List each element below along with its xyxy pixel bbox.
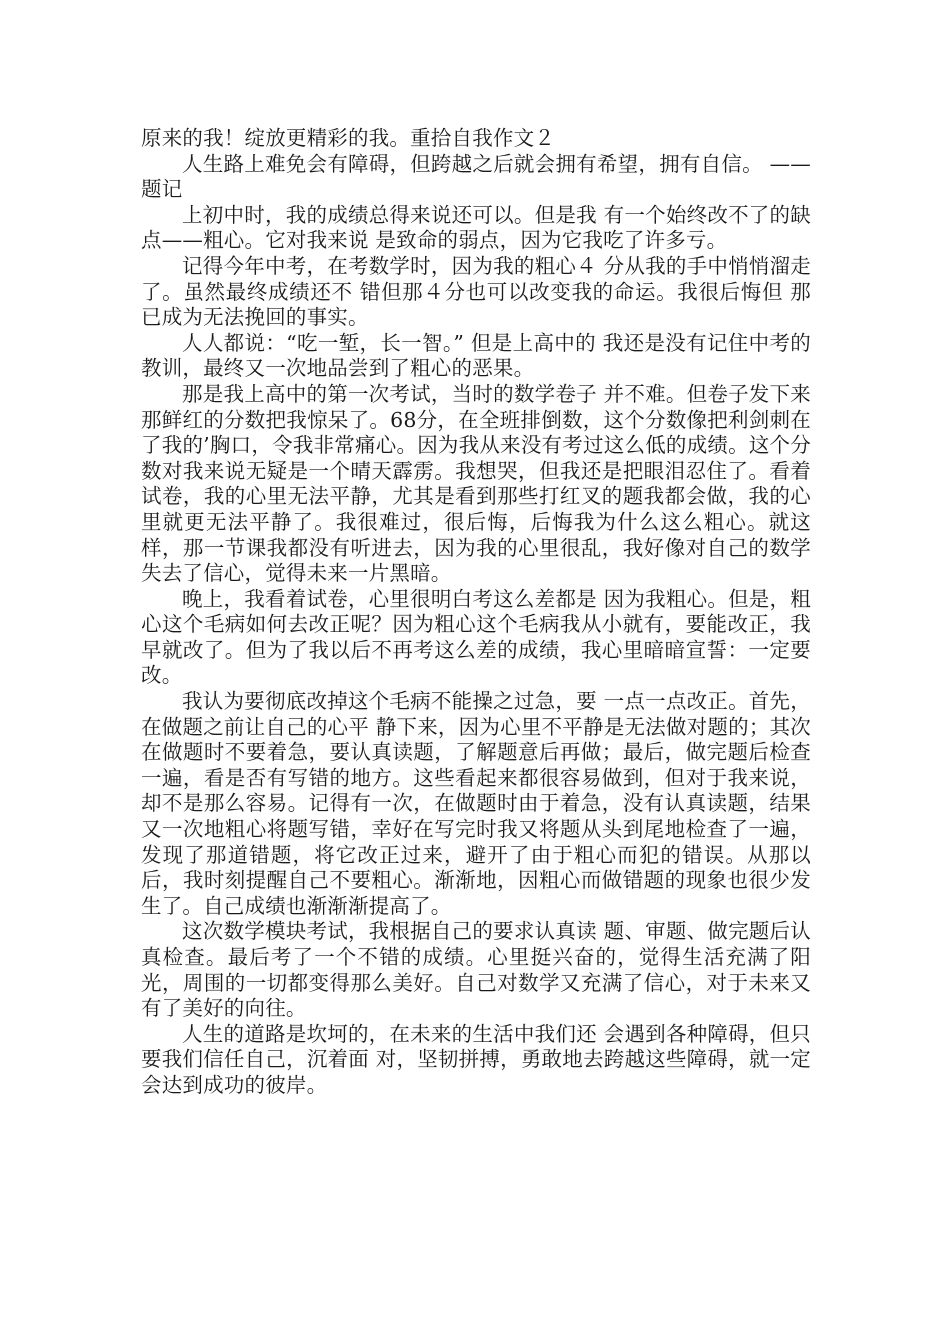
paragraph: 人人都说：“吃一堑，长一智。” 但是上高中的 我还是没有记住中考的教训，最终又一次地品尝到了粗心的恶果。 bbox=[141, 330, 811, 381]
paragraph: 这次数学模块考试，我根据自己的要求认真读 题、审题、做完题后认真检查。最后考了一个不错的成绩。心里挺兴奋的，觉得生活充满了阳光，周围的一切都变得那么美好。自己对数学又充满了信心，对于未来又有了美好的向往。 bbox=[141, 919, 811, 1021]
document-title: 原来的我！绽放更精彩的我。重拾自我作文２ bbox=[141, 126, 555, 150]
document-body bbox=[141, 126, 811, 1099]
paragraph-epigraph: 人生路上难免会有障碍，但跨越之后就会拥有希望，拥有自信。 ——题记 bbox=[141, 151, 811, 202]
paragraph: 上初中时，我的成绩总得来说还可以。但是我 有一个始终改不了的缺点——粗心。它对我来说 是致命的弱点，因为它我吃了许多亏。 bbox=[141, 202, 811, 253]
paragraph: 记得今年中考，在考数学时，因为我的粗心４ 分从我的手中悄悄溜走了。虽然最终成绩还不 错但那４分也可以改变我的命运。我很后悔但 那已成为无法挽回的事实。 bbox=[141, 253, 811, 330]
paragraph: 人生的道路是坎坷的，在未来的生活中我们还 会遇到各种障碍，但只要我们信任自己，沉着面 对，坚韧拼搏，勇敢地去跨越这些障碍，就一定 会达到成功的彼岸。 bbox=[141, 1021, 811, 1097]
paragraph: 晚上，我看着试卷，心里很明白考这么差都是 因为我粗心。但是，粗心这个毛病如何去改正呢？因为粗心这个毛病我从小就有，要能改正，我早就改了。但为了我以后不再考这么差的成绩，我心里暗暗宣誓：一定要改。 bbox=[141, 586, 811, 688]
paragraph: 那是我上高中的第一次考试，当时的数学卷子 并不难。但卷子发下来那鲜红的分数把我惊呆了。68分，在全班排倒数，这个分数像把利剑刺在了我的’胸口，令我非常痛心。因为我从来没有考过这么低的成绩。这个分数对我来说无疑是一个晴天霹雳。我想哭，但我还是把眼泪忍住了。看着试卷，我的心里无法平静，尤其是看到那些打红叉的题我都会做，我的心里就更无法平静了。我很难过，很后悔，后悔我为什么这么粗心。就这样，那一节课我都没有听进去，因为我的心里很乱，我好像对自己的数学失去了信心，觉得未来一片黑暗。 bbox=[141, 381, 811, 586]
paragraph: 我认为要彻底改掉这个毛病不能操之过急，要 一点一点改正。首先，在做题之前让自己的心平 静下来，因为心里不平静是无法做对题的；其次在做题时不要着急，要认真读题，了解题意后再做；最后，做完题后检查一遍，看是否有写错的地方。这些看起来都很容易做到，但对于我来说，却不是那么容易。记得有一次，在做题时由于着急，没有认真读题，结果又一次地粗心将题写错，幸好在写完时我又将题从头到尾地检查了一遍，发现了那道错题，将它改正过来，避开了由于粗心而犯的错误。从那以后，我时刻提醒自己不要粗心。渐渐地，因粗心而做错题的现象也很少发生了。自己成绩也渐渐渐提高了。 bbox=[141, 689, 811, 918]
